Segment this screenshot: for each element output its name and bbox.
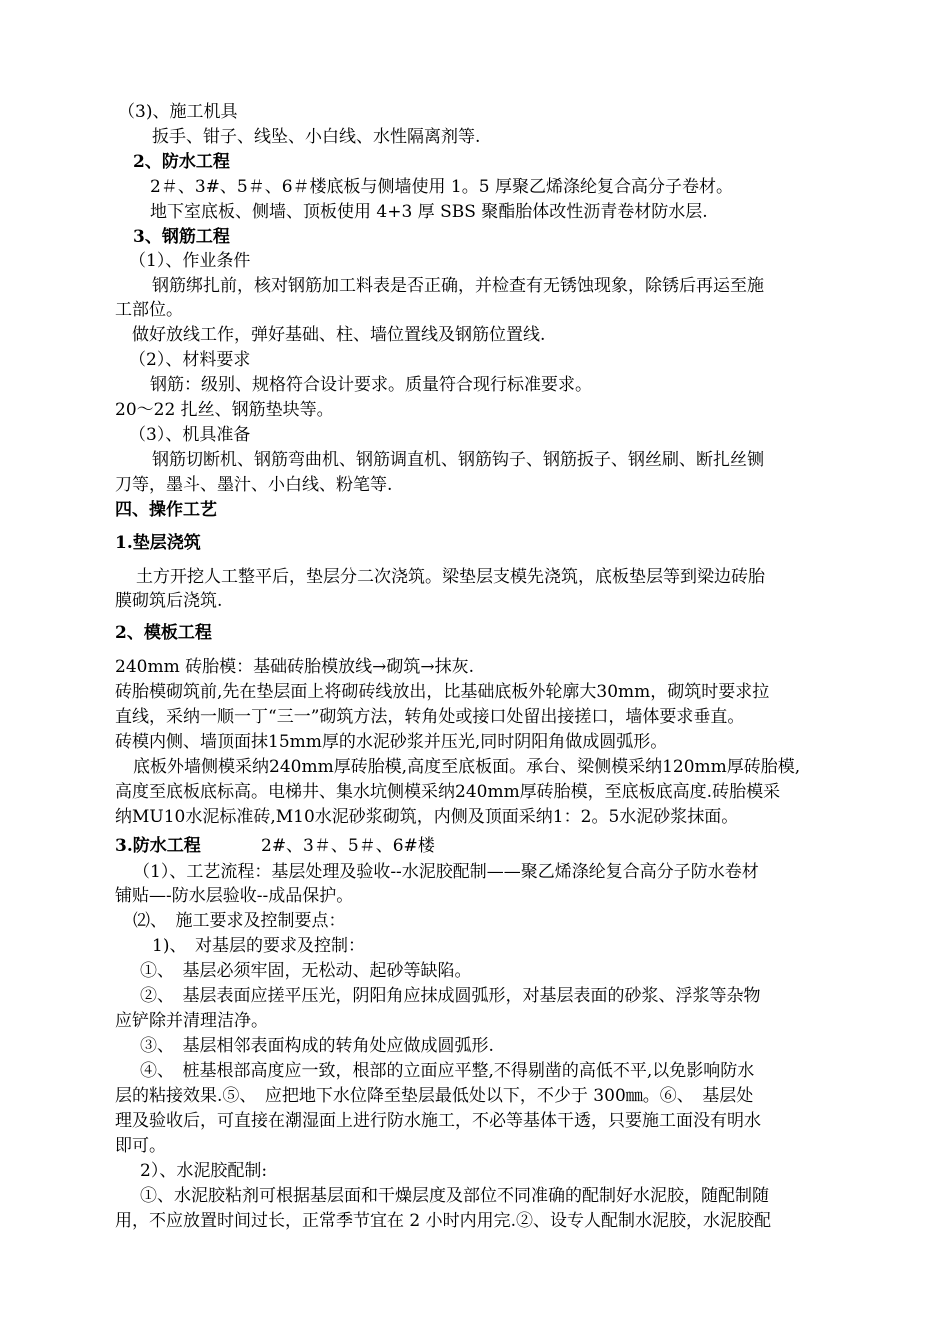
text-line: 底板外墙侧模采纳240mm厚砖胎模,高度至底板面。承台、梁侧模采纳120mm厚砖胎模, xyxy=(133,757,801,777)
text-line: 1)、 对基层的要求及控制： xyxy=(152,936,365,956)
text-line: ②、 基层表面应搓平压光，阴阳角应抹成圆弧形，对基层表面的砂浆、浮浆等杂物 xyxy=(140,986,761,1006)
text-line: 砖模内侧、墙顶面抹15mm厚的水泥砂浆并压光,同时阴阳角做成圆弧形。 xyxy=(115,732,668,752)
text-line: （1）、工艺流程：基层处理及验收--水泥胶配制——聚乙烯涤纶复合高分子防水卷材 xyxy=(133,862,759,882)
text-line: 用，不应放置时间过长，正常季节宜在 2 小时内用完.②、设专人配制水泥胶，水泥胶配 xyxy=(115,1211,772,1231)
text-line: 工部位。 xyxy=(115,300,183,320)
text-line: 2＃、3#、5＃、6＃楼底板与侧墙使用 1。5 厚聚乙烯涤纶复合高分子卷材。 xyxy=(150,177,733,197)
text-line: 2#、3＃、5＃、6#楼 xyxy=(261,836,435,856)
text-line: 土方开挖人工整平后，垫层分二次浇筑。梁垫层支模先浇筑，底板垫层等到梁边砖胎 xyxy=(136,567,765,587)
text-line: 扳手、钳子、线坠、小白线、水性隔离剂等. xyxy=(152,127,481,147)
text-line: 钢筋切断机、钢筋弯曲机、钢筋调直机、钢筋钩子、钢筋扳子、钢丝刷、断扎丝铡 xyxy=(152,450,764,470)
text-line: 理及验收后，可直接在潮湿面上进行防水施工，不必等基体干透，只要施工面没有明水 xyxy=(115,1111,761,1131)
text-line: 即可。 xyxy=(115,1136,166,1156)
text-line: ③、 基层相邻表面构成的转角处应做成圆弧形. xyxy=(140,1036,494,1056)
text-line: （3)、施工机具 xyxy=(118,102,238,122)
section-heading: 3、钢筋工程 xyxy=(133,227,230,247)
text-line: 高度至底板底标高。电梯井、集水坑侧模采纳240mm厚砖胎模，至底板底高度.砖胎模采 xyxy=(115,782,781,802)
text-line: 膜砌筑后浇筑. xyxy=(115,591,223,611)
text-line: 应铲除并清理洁净。 xyxy=(115,1011,268,1031)
text-line: ①、 基层必须牢固，无松动、起砂等缺陷。 xyxy=(140,961,472,981)
text-line: 铺贴—-防水层验收--成品保护。 xyxy=(115,886,354,906)
text-line: 纳MU10水泥标准砖,M10水泥砂浆砌筑，内侧及顶面采纳1：2。5水泥砂浆抹面。 xyxy=(115,807,739,827)
text-line: 钢筋：级别、规格符合设计要求。质量符合现行标准要求。 xyxy=(150,375,592,395)
text-line: ④、 桩基根部高度应一致，根部的立面应平整,不得剔凿的高低不平,以免影响防水 xyxy=(140,1061,755,1081)
text-line: 直线，采纳一顺一丁“三一”砌筑方法，转角处或接口处留出接搓口，墙体要求垂直。 xyxy=(115,707,745,727)
text-line: 砖胎模砌筑前,先在垫层面上将砌砖线放出，比基础底板外轮廓大30mm，砌筑时要求拉 xyxy=(115,682,770,702)
text-line: （3）、机具准备 xyxy=(129,425,251,445)
text-line: 2）、水泥胶配制: xyxy=(140,1161,268,1181)
text-line: （2）、材料要求 xyxy=(129,350,251,370)
text-line: ①、水泥胶粘剂可根据基层面和干燥层度及部位不同准确的配制好水泥胶，随配制随 xyxy=(140,1186,769,1206)
text-line: ⑵、 施工要求及控制要点： xyxy=(133,911,346,931)
text-line: （1）、作业条件 xyxy=(129,251,251,271)
section-heading: 1.垫层浇筑 xyxy=(115,533,201,553)
section-heading: 2、模板工程 xyxy=(115,623,212,643)
text-line: 刀等，墨斗、墨汁、小白线、粉笔等. xyxy=(115,475,393,495)
text-line: 地下室底板、侧墙、顶板使用 4+3 厚 SBS 聚酯胎体改性沥青卷材防水层. xyxy=(150,202,708,222)
text-line: 钢筋绑扎前，核对钢筋加工料表是否正确，并检查有无锈蚀现象，除锈后再运至施 xyxy=(152,276,764,296)
text-line: 20～22 扎丝、钢筋垫块等。 xyxy=(115,400,334,420)
text-line: 240mm 砖胎模：基础砖胎模放线→砌筑→抹灰. xyxy=(115,657,474,677)
section-heading: 2、防水工程 xyxy=(133,152,230,172)
text-line: 层的粘接效果.⑤、 应把地下水位降至垫层最低处以下，不少于 300㎜。⑥、 基层处 xyxy=(115,1086,754,1106)
section-heading: 3.防水工程 xyxy=(115,836,201,856)
section-heading: 四、操作工艺 xyxy=(115,500,217,520)
text-line: 做好放线工作，弹好基础、柱、墙位置线及钢筋位置线. xyxy=(132,325,546,345)
